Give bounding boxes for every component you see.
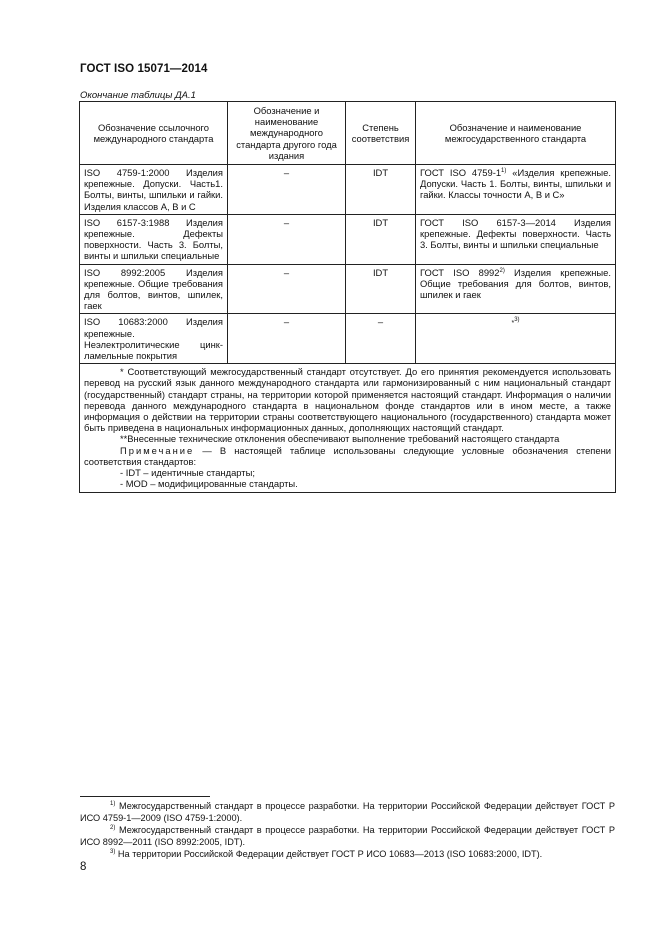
table-row: [80, 165, 616, 215]
reference-standard-cell: ISO 4759-1:2000 Изделия крепежные. Допуски. Часть1. Болты, винты, шпильки и гайки. Изделия классов А, В и С: [80, 165, 228, 215]
footnote-text: Межгосударственный стандарт в процессе разработки. На территории Российской Федерации действует ГОСТ Р ИСО 4759-1—2009 (ISO 4759-1:2000).: [80, 801, 615, 823]
note-double-star: **Внесенные технические отклонения обеспечивают выполнение требований настоящего стандарта: [120, 433, 560, 445]
reference-standard-cell: ISO 10683:2000 Изделия крепежные. Неэлектролитические цинк-ламельные покрытия: [80, 314, 228, 364]
note-primechanie: [84, 445, 611, 467]
table-notes-row: [80, 364, 616, 492]
footnote-text: На территории Российской Федерации действует ГОСТ Р ИСО 10683—2013 (ISO 10683:2000, IDT).: [115, 849, 543, 859]
footnote-mark: 1): [110, 800, 116, 807]
gost-designation: ГОСТ ISO 8992: [420, 266, 500, 278]
column-header-degree: Степень соответствия: [346, 102, 416, 165]
degree-cell: IDT: [346, 165, 416, 215]
column-header-reference: Обозначение ссылочного международного стандарта: [80, 102, 228, 165]
footnote-item: [80, 848, 615, 860]
reference-standard-cell: ISO 6157-3:1988 Изделия крепежные. Дефекты поверхности. Часть 3. Болты, винты и шпильки специальные: [80, 214, 228, 264]
gost-designation: *: [511, 320, 515, 328]
footnote-marker: 3): [514, 317, 520, 324]
page-number: 8: [80, 861, 87, 873]
standards-table: [79, 101, 616, 493]
other-edition-cell: –: [228, 264, 346, 314]
degree-cell: IDT: [346, 214, 416, 264]
footnote-separator: [80, 796, 210, 797]
table-row: [80, 314, 616, 364]
footnote-mark: 3): [110, 848, 116, 855]
document-header-title: ГОСТ ISO 15071—2014: [80, 63, 208, 75]
other-edition-cell: –: [228, 314, 346, 364]
note-primechanie-text: — В настоящей таблице использованы следующие условные обозначения степени соответствия стандартов:: [84, 444, 611, 467]
degree-cell: –: [346, 314, 416, 364]
table-row: [80, 264, 616, 314]
other-edition-cell: –: [228, 165, 346, 215]
gost-title: «Изделия крепежные. Допуски. Часть 1. Болты, винты, шпильки и гайки. Классы точности А, В и С»: [420, 167, 611, 201]
footnote-item: [80, 824, 615, 848]
reference-standard-cell: ISO 8992:2005 Изделия крепежные. Общие требования для болтов, винтов, шпилек, гаек: [80, 264, 228, 314]
note-mod: - MOD – модифицированные стандарты.: [120, 478, 298, 490]
footnotes: [80, 800, 615, 860]
footnote-mark: 2): [110, 824, 116, 831]
footnote-item: [80, 800, 615, 824]
note-primechanie-label: Примечание: [120, 444, 195, 456]
interstate-standard-cell: [416, 165, 616, 215]
note-idt: - IDT – идентичные стандарты;: [120, 467, 255, 479]
note-star: * Соответствующий межгосударственный стандарт отсутствует. До его принятия рекомендуется использовать перевод на русский язык данного международного стандарта или гармонизированный с ним национальный стандарт (государственный) стандарт страны, на территории которой применяется настоящий стандарт. Информация о наличии перевода данного международного стандарта в национальном фонде стандартов или в ином месте, а также информация о действии на территории страны соответствующего национального (государственного) стандарта может быть приведена в национальных информационных данных, дополняющих настоящий стандарт.: [84, 366, 611, 434]
gost-title: Изделия крепежные. Общие требования для болтов, винтов, шпилек и гаек: [420, 266, 611, 301]
table-header-row: [80, 102, 616, 165]
interstate-standard-cell: [416, 314, 616, 364]
gost-designation: ГОСТ ISO 6157-3—2014 Изделия крепежные. Дефекты поверхности. Часть 3. Болты, винты и шпильки специальные: [420, 216, 611, 251]
degree-cell: IDT: [346, 264, 416, 314]
table-notes: [80, 364, 616, 492]
other-edition-cell: –: [228, 214, 346, 264]
footnote-text: Межгосударственный стандарт в процессе разработки. На территории Российской Федерации действует ГОСТ Р ИСО 8992—2011 (ISO 8992:2005, IDT).: [80, 825, 615, 847]
table-row: [80, 214, 616, 264]
interstate-standard-cell: [416, 264, 616, 314]
column-header-interstate-standard: Обозначение и наименование межгосударственного стандарта: [416, 102, 616, 165]
column-header-other-edition: Обозначение и наименование международного стандарта другого года издания: [228, 102, 346, 165]
interstate-standard-cell: [416, 214, 616, 264]
footnote-marker: 1): [501, 167, 507, 174]
gost-designation: ГОСТ ISO 4759-1: [420, 167, 502, 179]
footnote-marker: 2): [499, 267, 505, 274]
table-caption: Окончание таблицы ДА.1: [80, 90, 196, 101]
